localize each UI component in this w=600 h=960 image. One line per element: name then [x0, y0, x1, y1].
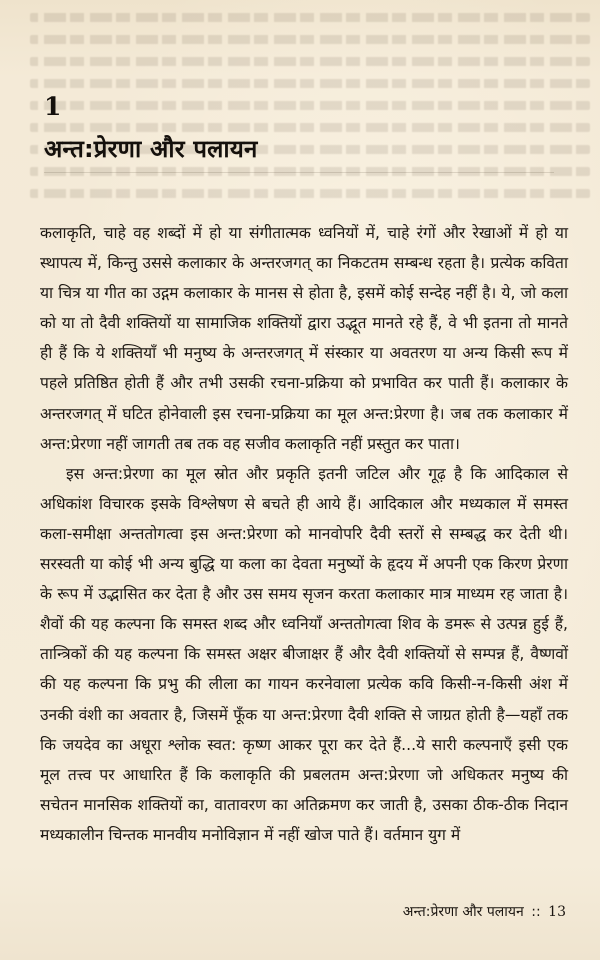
page-number: 13 — [548, 904, 566, 920]
chapter-title: अन्त:प्रेरणा और पलायन — [44, 135, 258, 163]
paragraph-1: कलाकृति, चाहे वह शब्दों में हो या संगीतात्मक ध्वनियों में, चाहे रंगों और रेखाओं में हो या स्थापत्य में, किन्तु उससे कलाकार के अन्तरजगत् का निकटतम सम्बन्ध रहता है। प्रत्येक कविता या चित्र या गीत का उद्गम कलाकार के मानस से होता है, इसमें कोई सन्देह नहीं है। ये, जो कला को या तो दैवी शक्तियों या सामाजिक शक्तियों द्वारा उद्भूत मानते रहे हैं, वे भी इतना तो मानते ही हैं कि ये शक्तियाँ भी मनुष्य के अन्तरजगत् में संस्कार या अवतरण या अन्य किसी रूप में पहले प्रतिष्ठित होती हैं और तभी उसकी रचना-प्रक्रिया को प्रभावित कर पाती हैं। कलाकार के अन्तरजगत् में घटित होनेवाली इस रचना-प्रक्रिया का मूल अन्त:प्रेरणा है। जब तक कलाकार में अन्त:प्रेरणा नहीं जागती तब तक वह सजीव कलाकृति नहीं प्रस्तुत कर पाता। — [40, 224, 568, 453]
running-title: अन्त:प्रेरणा और पलायन — [402, 904, 524, 920]
page-footer — [403, 902, 566, 921]
chapter-number: 1 — [44, 92, 62, 121]
title-divider — [44, 172, 554, 173]
body-text — [40, 218, 568, 850]
footer-separator: :: — [531, 904, 541, 920]
paragraph-2: इस अन्त:प्रेरणा का मूल स्रोत और प्रकृति इतनी जटिल और गूढ़ है कि आदिकाल से अधिकांश विचारक इसके विश्लेषण से बचते ही आये हैं। आदिकाल और मध्यकाल में समस्त कला-समीक्षा अन्ततोगत्वा इस अन्त:प्रेरणा को मानवोपरि दैवी स्तरों से सम्बद्ध कर देती थी। सरस्वती या कोई भी अन्य बुद्धि या कला का देवता मनुष्यों के हृदय में अपनी एक किरण प्रेरणा के रूप में उद्भासित कर देता है और उस समय सृजन करता कलाकार मात्र माध्यम रह जाता है। शैवों की यह कल्पना कि समस्त शब्द और ध्वनियाँ अन्ततोगत्वा शिव के डमरू से उत्पन्न हुई हैं, तान्त्रिकों की यह कल्पना कि समस्त अक्षर बीजाक्षर हैं और दैवी शक्तियों से सम्पन्न हैं, वैष्णवों की यह कल्पना कि प्रभु की लीला का गायन करनेवाला प्रत्येक कवि किसी-न-किसी अंश में उनकी वंशी का अवतार है, जिसमें फूँक या अन्त:प्रेरणा दैवी शक्ति से जाग्रत होती है—यहाँ तक कि जयदेव का अधूरा श्लोक स्वत: कृष्ण आकर पूरा कर देते हैं...ये सारी कल्पनाएँ इसी एक मूल तत्त्व पर आधारित हैं कि कलाकृति की प्रबलतम अन्त:प्रेरणा जो अधिकतर मनुष्य की सचेतन मानसिक शक्तियों का, वातावरण का अतिक्रमण कर जाती है, उसका ठीक-ठीक निदान मध्यकालीन चिन्तक मानवीय मनोविज्ञान में नहीं खोज पाते हैं। वर्तमान युग में — [40, 464, 568, 844]
show-through-texture — [30, 0, 590, 210]
